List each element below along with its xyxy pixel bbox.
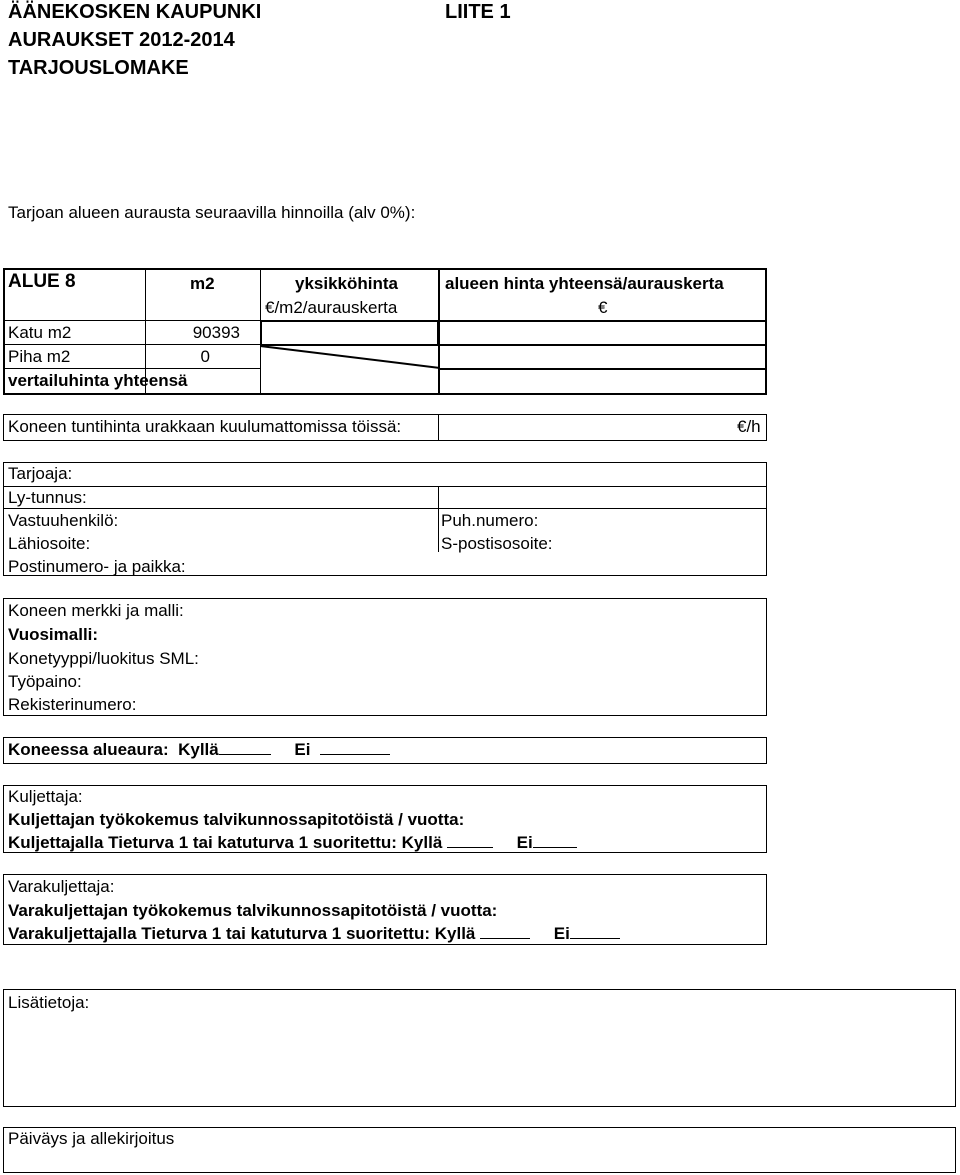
machine-model-label: Koneen merkki ja malli: bbox=[8, 601, 184, 620]
additional-info-field[interactable] bbox=[3, 989, 956, 1107]
weight-label: Työpaino: bbox=[8, 672, 82, 691]
hourly-unit: €/h bbox=[737, 417, 761, 436]
substitute-yes-blank[interactable] bbox=[480, 924, 530, 939]
total-katu-input[interactable] bbox=[438, 320, 767, 346]
driver-training-yes: Kyllä bbox=[401, 833, 443, 852]
substitute-training-label: Varakuljettajalla Tieturva 1 tai katuturva 1 suoritettu: bbox=[8, 924, 431, 943]
tarjoaja-label: Tarjoaja: bbox=[8, 464, 73, 483]
total-piha-input[interactable] bbox=[438, 344, 767, 370]
phone-label: Puh.numero: bbox=[441, 511, 539, 530]
column-unit-price-unit: €/m2/aurauskerta bbox=[265, 298, 398, 317]
column-m2: m2 bbox=[190, 274, 215, 293]
alueaura-no-blank[interactable] bbox=[320, 740, 390, 755]
hourly-price-input[interactable] bbox=[439, 415, 766, 440]
area-label: ALUE 8 bbox=[8, 271, 76, 292]
unit-price-piha-crossed bbox=[260, 344, 440, 370]
signature-label: Päiväys ja allekirjoitus bbox=[8, 1129, 175, 1148]
row-value-piha: 0 bbox=[200, 347, 210, 366]
alueaura-label bbox=[8, 740, 390, 760]
model-year-label: Vuosimalli: bbox=[8, 625, 99, 644]
alueaura-no: Ei bbox=[294, 740, 311, 759]
lahiosoite-label: Lähiosoite: bbox=[8, 534, 91, 553]
email-label: S-postisosoite: bbox=[441, 534, 553, 553]
alueaura-yes: Kyllä bbox=[178, 740, 219, 759]
additional-info-label: Lisätietoja: bbox=[8, 993, 90, 1012]
row-value-katu: 90393 bbox=[192, 323, 240, 342]
city-name: ÄÄNEKOSKEN KAUPUNKI bbox=[8, 1, 262, 23]
substitute-training-yes: Kyllä bbox=[434, 924, 476, 943]
hourly-label: Koneen tuntihinta urakkaan kuulumattomissa töissä: bbox=[8, 417, 402, 436]
alueaura-yes-blank[interactable] bbox=[219, 740, 271, 755]
driver-training-label: Kuljettajalla Tieturva 1 tai katuturva 1 suoritettu: bbox=[8, 833, 397, 852]
column-total-unit: € bbox=[598, 298, 608, 317]
row-label-piha: Piha m2 bbox=[8, 347, 71, 366]
unit-price-katu-input[interactable] bbox=[260, 320, 439, 346]
driver-experience-label: Kuljettajan työkokemus talvikunnossapitotöistä / vuotta: bbox=[8, 810, 465, 829]
column-unit-price: yksikköhinta bbox=[295, 274, 398, 293]
driver-training-no: Ei bbox=[516, 833, 533, 852]
driver-yes-blank[interactable] bbox=[447, 833, 493, 848]
substitute-training-row bbox=[8, 924, 620, 944]
compare-total-input[interactable] bbox=[438, 368, 767, 395]
document-subject: AURAUKSET 2012-2014 bbox=[8, 29, 235, 51]
substitute-experience-label: Varakuljettajan työkokemus talvikunnossapitotöistä / vuotta: bbox=[8, 901, 498, 920]
vastuuhenkilo-label: Vastuuhenkilö: bbox=[8, 511, 119, 530]
substitute-no-blank[interactable] bbox=[570, 924, 620, 939]
attachment-label: LIITE 1 bbox=[445, 1, 511, 23]
substitute-training-no: Ei bbox=[553, 924, 570, 943]
form-title: TARJOUSLOMAKE bbox=[8, 57, 189, 79]
postinumero-label: Postinumero- ja paikka: bbox=[8, 557, 186, 576]
driver-no-blank[interactable] bbox=[533, 833, 577, 848]
ytunnus-label: Ly-tunnus: bbox=[8, 488, 87, 507]
row-label-katu: Katu m2 bbox=[8, 323, 72, 342]
alueaura-question: Koneessa alueaura: bbox=[8, 740, 169, 759]
intro-text: Tarjoan alueen aurausta seuraavilla hinnoilla (alv 0%): bbox=[8, 203, 416, 222]
column-total: alueen hinta yhteensä/aurauskerta bbox=[445, 274, 724, 293]
substitute-label: Varakuljettaja: bbox=[8, 877, 115, 896]
compare-total-label: vertailuhinta yhteensä bbox=[8, 371, 188, 390]
driver-training-row bbox=[8, 833, 577, 853]
machine-type-label: Konetyyppi/luokitus SML: bbox=[8, 649, 199, 668]
driver-label: Kuljettaja: bbox=[8, 787, 83, 806]
registration-label: Rekisterinumero: bbox=[8, 695, 137, 714]
